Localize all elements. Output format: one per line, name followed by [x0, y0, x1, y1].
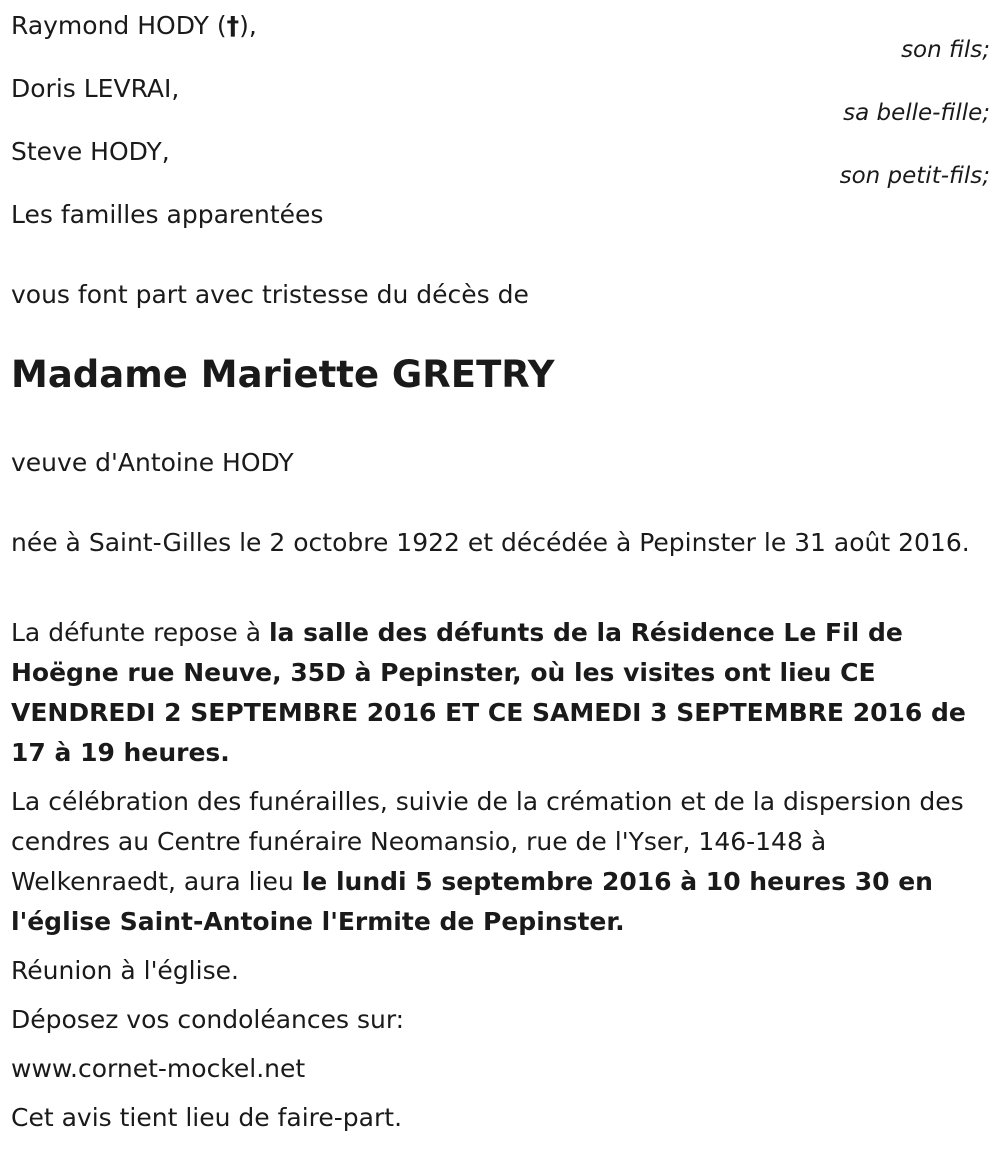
family-member-row [11, 63, 990, 126]
closing-text: Cet avis tient lieu de faire-part. [11, 1103, 403, 1132]
rest-details: la salle des défunts de la Résidence Le Fil de Hoëgne rue Neuve, 35D à Pepinster, où les visites ont lieu CE VENDREDI 2 SEPTEMBRE 2016 ET CE SAMEDI 3 SEPTEMBRE 2016 de 17 à 19 heures. [11, 618, 966, 767]
widow-of-text: veuve d'Antoine HODY [11, 448, 294, 477]
family-member-row [11, 0, 990, 63]
related-families: Les familles apparentées [11, 200, 324, 229]
family-member-name: Steve HODY, [11, 137, 170, 166]
obituary-notice [11, 0, 990, 1132]
cross-icon: † [226, 11, 240, 40]
family-member-name: Doris LEVRAI, [11, 74, 180, 103]
condolences-text: Déposez vos condoléances sur: [11, 1005, 405, 1034]
family-member-relation: son petit-fils; [839, 163, 990, 189]
birth-death-text: née à Saint-Gilles le 2 octobre 1922 et décédée à Pepinster le 31 août 2016. [11, 528, 970, 557]
funeral-paragraph: La célébration des funérailles, suivie de la crémation et de la dispersion des cendres au Centre funéraire Neomansio, rue de l'Yser, 146-148 à Welkenraedt, aura lieu le lundi 5 septembre 2016 à 10 heures 30 en l'église Saint-Antoine l'Ermite de Pepinster. [11, 787, 964, 936]
details-section [11, 613, 990, 1147]
rest-paragraph: La défunte repose à la salle des défunts de la Résidence Le Fil de Hoëgne rue Neuve, 35D à Pepinster, où les visites ont lieu CE VENDREDI 2 SEPTEMBRE 2016 ET CE SAMEDI 3 SEPTEMBRE 2016 de 17 à 19 heures. [11, 618, 966, 767]
family-member-row [11, 126, 990, 189]
family-member-name: Raymond HODY (†), [11, 11, 257, 40]
announcement-text: vous font part avec tristesse du décès de [11, 280, 529, 309]
family-member-relation: son fils; [901, 37, 990, 63]
family-member-relation: sa belle-fille; [843, 100, 990, 126]
funeral-details: le lundi 5 septembre 2016 à 10 heures 30 en l'église Saint-Antoine l'Ermite de Pepinster. [11, 867, 933, 936]
reunion-text: Réunion à l'église. [11, 956, 239, 985]
deceased-name: Madame Mariette GRETRY [11, 353, 555, 396]
website-link[interactable]: www.cornet-mockel.net [11, 1054, 306, 1083]
